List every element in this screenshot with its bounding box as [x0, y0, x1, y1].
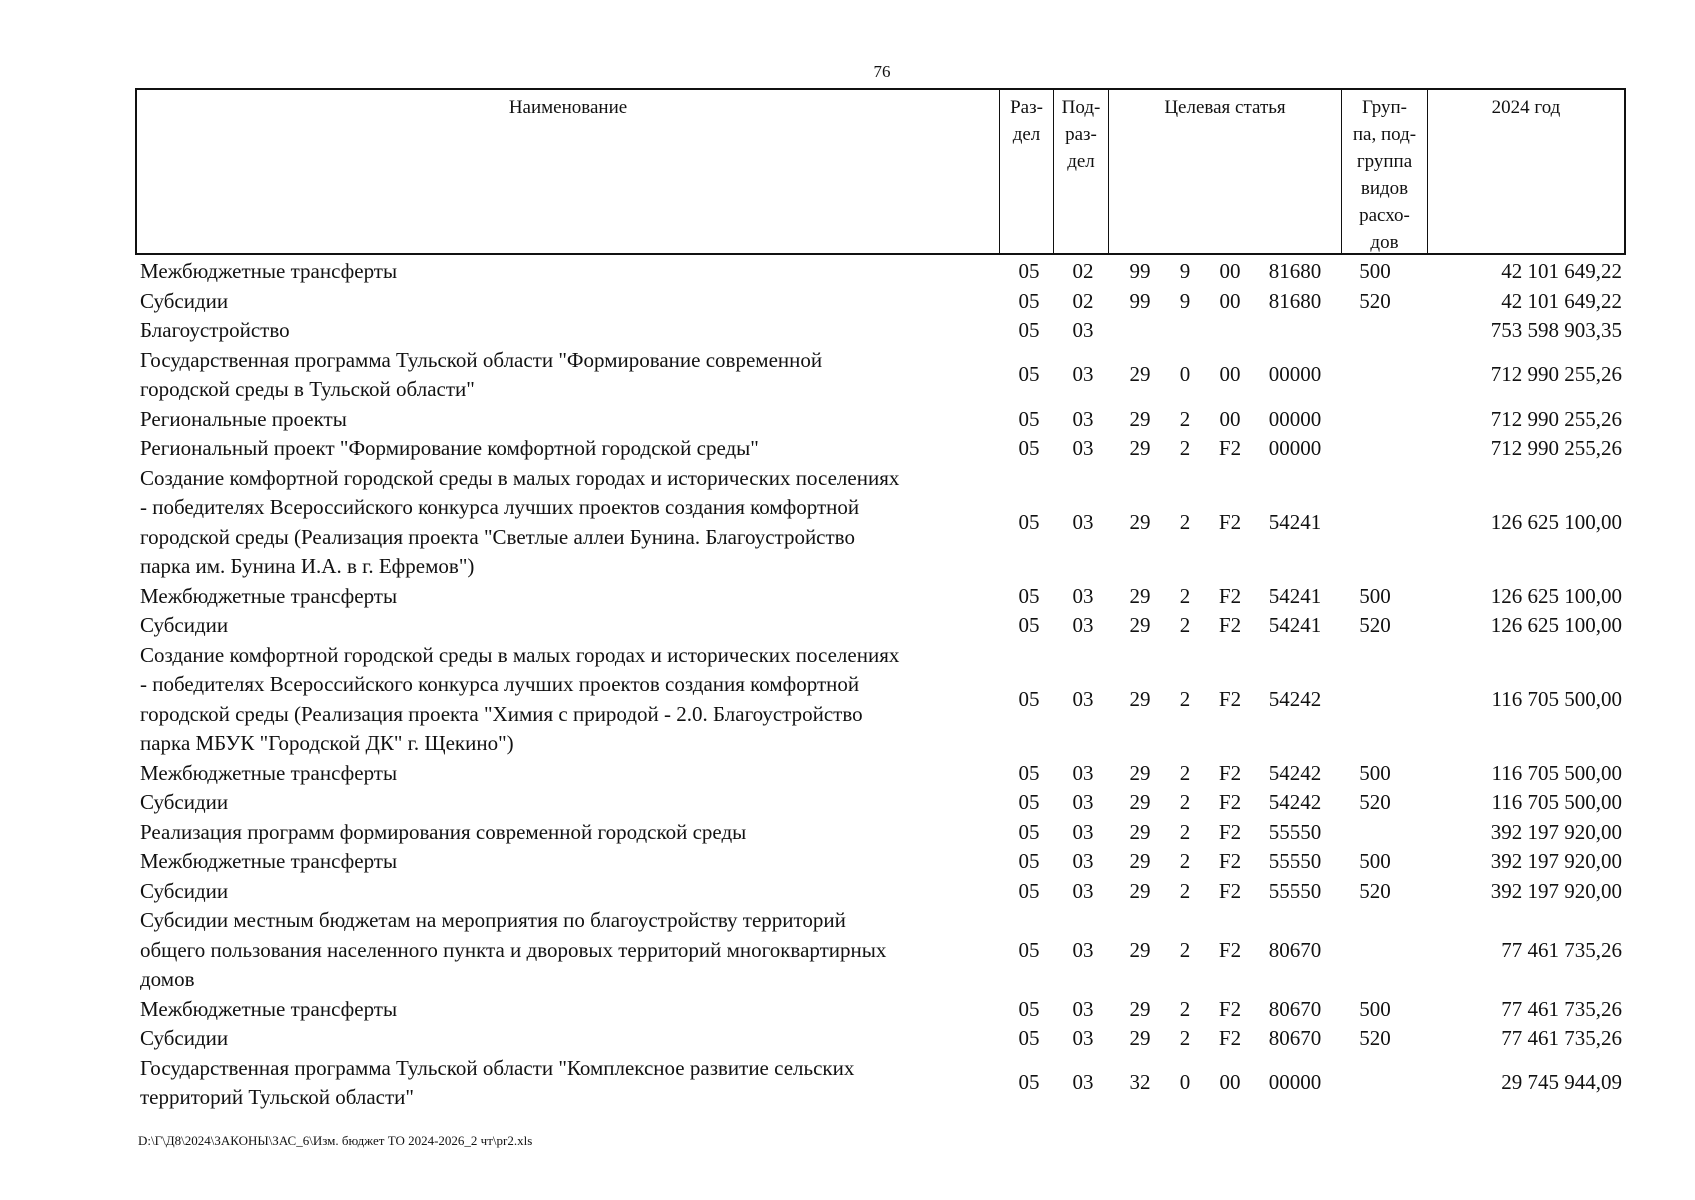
row-razdel: 05 [1018, 790, 1040, 814]
row-target-code: 81680 [1268, 259, 1322, 283]
row-target-code: 00000 [1268, 406, 1322, 431]
header-group-line: Груп- [1361, 97, 1408, 118]
row-sum: 77 461 735,26 [1501, 937, 1622, 962]
row-target-program: 29 [1129, 760, 1151, 785]
row-razdel: 05 [1018, 318, 1040, 342]
row-group: 520 [1359, 613, 1391, 637]
row-podrazdel: 03 [1072, 583, 1094, 608]
row-target-code: 54241 [1268, 613, 1322, 637]
row-target-type: 2 [1179, 509, 1191, 534]
row-name-line: Государственная программа Тульской области "Комплексное развитие сельских [140, 1055, 855, 1080]
row-name-line: Межбюджетные трансферты [140, 849, 398, 873]
header-podrazdel-line: Под- [1061, 97, 1101, 118]
row-target-type: 2 [1179, 1026, 1191, 1050]
row-name [135, 405, 996, 435]
row-name-line: Субсидии местным бюджетам на мероприятия по благоустройству территорий [140, 908, 846, 932]
row-target-program: 29 [1129, 436, 1151, 460]
row-name [135, 1024, 996, 1054]
row-target-subprogram: F2 [1218, 790, 1242, 814]
row-target-subprogram: F2 [1218, 509, 1242, 534]
row-podrazdel: 03 [1072, 878, 1094, 903]
row-target-code: 54241 [1268, 509, 1322, 534]
header-target [1109, 90, 1342, 253]
row-target-subprogram: F2 [1218, 583, 1242, 608]
row-name-line: Межбюджетные трансферты [140, 259, 398, 283]
table-body [135, 257, 1626, 1113]
row-sum: 126 625 100,00 [1490, 583, 1622, 608]
row-target-code: 81680 [1268, 288, 1322, 313]
row-target-code: 55550 [1268, 849, 1322, 873]
row-target-type: 0 [1179, 1070, 1191, 1095]
row-target-subprogram: 00 [1219, 1070, 1241, 1095]
row-name-line: Реализация программ формирования современной городской среды [140, 819, 747, 844]
row-group: 520 [1359, 288, 1391, 313]
row-target-program: 29 [1129, 849, 1151, 873]
row-razdel: 05 [1018, 937, 1040, 962]
row-target-code: 55550 [1268, 878, 1322, 903]
row-name-line: Межбюджетные трансферты [140, 583, 398, 608]
row-razdel: 05 [1018, 996, 1040, 1021]
row-sum: 42 101 649,22 [1501, 288, 1622, 313]
row-razdel: 05 [1018, 509, 1040, 534]
table-row [135, 464, 1626, 582]
header-podrazdel [1054, 90, 1109, 253]
table-row [135, 1054, 1626, 1113]
row-target-type: 2 [1179, 760, 1191, 785]
header-name [137, 90, 1000, 253]
header-group-line: видов [1360, 178, 1409, 199]
row-razdel: 05 [1018, 686, 1040, 711]
row-sum: 392 197 920,00 [1490, 849, 1622, 873]
row-target-subprogram: F2 [1218, 760, 1242, 785]
row-sum: 42 101 649,22 [1501, 259, 1622, 283]
row-target-program: 29 [1129, 878, 1151, 903]
row-name-line: Субсидии [140, 790, 229, 814]
row-podrazdel: 03 [1072, 406, 1094, 431]
row-group: 520 [1359, 790, 1391, 814]
header-year [1428, 90, 1624, 253]
row-name-line: Региональные проекты [140, 406, 347, 431]
table-header [135, 88, 1626, 255]
table-row [135, 582, 1626, 612]
row-target-code: 54242 [1268, 790, 1322, 814]
table-row [135, 287, 1626, 317]
row-sum: 126 625 100,00 [1490, 509, 1622, 534]
row-name-line: Субсидии [140, 878, 229, 903]
table-row [135, 788, 1626, 818]
row-target-program: 29 [1129, 583, 1151, 608]
row-razdel: 05 [1018, 406, 1040, 431]
row-name-line: Субсидии [140, 1026, 229, 1050]
row-name-line: Государственная программа Тульской области "Формирование современной [140, 347, 823, 372]
table-row [135, 995, 1626, 1025]
row-name [135, 995, 996, 1025]
row-target-code: 00000 [1268, 362, 1322, 387]
row-name-line: общего пользования населенного пункта и дворовых территорий многоквартирных [140, 937, 887, 962]
table-row [135, 434, 1626, 464]
row-razdel: 05 [1018, 849, 1040, 873]
row-target-code: 00000 [1268, 1070, 1322, 1095]
row-name-line: Субсидии [140, 613, 229, 637]
row-sum: 77 461 735,26 [1501, 1026, 1622, 1050]
row-razdel: 05 [1018, 878, 1040, 903]
row-name-line: Межбюджетные трансферты [140, 760, 398, 785]
row-name-line: Субсидии [140, 288, 229, 313]
row-name-line: - победителях Всероссийского конкурса лучших проектов создания комфортной [140, 495, 860, 519]
row-target-program: 99 [1129, 259, 1151, 283]
row-razdel: 05 [1018, 583, 1040, 608]
row-name [135, 346, 996, 405]
row-name [135, 464, 996, 582]
table-row [135, 405, 1626, 435]
row-group: 500 [1359, 760, 1391, 785]
row-target-program: 29 [1129, 362, 1151, 387]
row-razdel: 05 [1018, 288, 1040, 313]
header-razdel-line: дел [1012, 124, 1041, 145]
row-name-line: городской среды (Реализация проекта "Светлые аллеи Бунина. Благоустройство [140, 524, 855, 549]
row-podrazdel: 03 [1072, 362, 1094, 387]
row-target-subprogram: F2 [1218, 436, 1242, 460]
header-group [1342, 90, 1428, 253]
row-target-type: 2 [1179, 406, 1191, 431]
header-razdel-line: Раз- [1010, 97, 1043, 118]
table-row [135, 611, 1626, 641]
row-name [135, 316, 996, 346]
row-name [135, 847, 996, 877]
row-sum: 29 745 944,09 [1501, 1070, 1622, 1095]
row-sum: 712 990 255,26 [1490, 406, 1622, 431]
header-target-label: Целевая статья [1164, 97, 1286, 118]
header-group-line: па, под- [1352, 124, 1417, 145]
row-target-type: 2 [1179, 849, 1191, 873]
table-row [135, 847, 1626, 877]
row-name-line: домов [140, 967, 195, 991]
row-target-code: 80670 [1268, 1026, 1322, 1050]
row-target-program: 29 [1129, 790, 1151, 814]
row-razdel: 05 [1018, 1070, 1040, 1095]
row-target-type: 0 [1179, 362, 1191, 387]
row-name [135, 818, 996, 848]
row-name [135, 1054, 996, 1113]
row-name-line: Создание комфортной городской среды в малых городах и исторических поселениях [140, 642, 900, 667]
row-target-program: 29 [1129, 996, 1151, 1021]
row-sum: 116 705 500,00 [1491, 760, 1622, 785]
row-target-subprogram: 00 [1219, 362, 1241, 387]
row-podrazdel: 02 [1072, 288, 1094, 313]
row-podrazdel: 03 [1072, 819, 1094, 844]
row-podrazdel: 02 [1072, 259, 1094, 283]
row-name [135, 759, 996, 789]
row-target-program: 29 [1129, 406, 1151, 431]
row-name-line: Региональный проект "Формирование комфортной городской среды" [140, 436, 759, 460]
row-target-program: 29 [1129, 509, 1151, 534]
row-target-code: 54242 [1268, 760, 1322, 785]
row-podrazdel: 03 [1072, 613, 1094, 637]
row-podrazdel: 03 [1072, 318, 1094, 342]
row-target-code: 55550 [1268, 819, 1322, 844]
row-target-subprogram: F2 [1218, 613, 1242, 637]
row-target-type: 2 [1179, 686, 1191, 711]
row-target-program: 99 [1129, 288, 1151, 313]
row-target-subprogram: F2 [1218, 819, 1242, 844]
row-target-program: 29 [1129, 686, 1151, 711]
row-sum: 126 625 100,00 [1490, 613, 1622, 637]
row-target-subprogram: F2 [1218, 878, 1242, 903]
row-target-subprogram: 00 [1219, 406, 1241, 431]
row-target-type: 2 [1179, 819, 1191, 844]
row-target-type: 9 [1179, 288, 1191, 313]
row-podrazdel: 03 [1072, 760, 1094, 785]
row-razdel: 05 [1018, 613, 1040, 637]
row-podrazdel: 03 [1072, 937, 1094, 962]
row-target-program: 29 [1129, 613, 1151, 637]
header-podrazdel-line: дел [1067, 151, 1095, 172]
row-name-line: парка МБУК "Городской ДК" г. Щекино") [140, 731, 514, 755]
row-name [135, 611, 996, 641]
row-podrazdel: 03 [1072, 1026, 1094, 1050]
row-target-subprogram: F2 [1218, 937, 1242, 962]
row-name-line: Создание комфортной городской среды в малых городах и исторических поселениях [140, 465, 900, 490]
header-name-label: Наименование [508, 97, 628, 118]
row-name-line: городской среды в Тульской области" [140, 377, 475, 401]
page-number: 76 [873, 62, 891, 81]
row-target-type: 2 [1179, 790, 1191, 814]
row-name [135, 257, 996, 287]
row-target-type: 2 [1179, 937, 1191, 962]
row-sum: 712 990 255,26 [1490, 362, 1622, 387]
table-row [135, 759, 1626, 789]
row-sum: 392 197 920,00 [1490, 819, 1622, 844]
row-group: 500 [1359, 849, 1391, 873]
row-target-type: 2 [1179, 996, 1191, 1021]
row-podrazdel: 03 [1072, 790, 1094, 814]
row-name [135, 434, 996, 464]
row-sum: 392 197 920,00 [1490, 878, 1622, 903]
row-target-program: 29 [1129, 937, 1151, 962]
row-podrazdel: 03 [1072, 509, 1094, 534]
row-sum: 753 598 903,35 [1490, 318, 1622, 342]
table-row [135, 316, 1626, 346]
row-target-program: 32 [1129, 1070, 1151, 1095]
row-target-subprogram: F2 [1218, 996, 1242, 1021]
row-target-subprogram: F2 [1218, 686, 1242, 711]
row-name-line: Межбюджетные трансферты [140, 996, 398, 1021]
row-name [135, 287, 996, 317]
row-sum: 116 705 500,00 [1491, 790, 1622, 814]
row-target-code: 80670 [1268, 937, 1322, 962]
row-target-code: 80670 [1268, 996, 1322, 1021]
row-group: 500 [1359, 259, 1391, 283]
row-target-program: 29 [1129, 819, 1151, 844]
row-name [135, 582, 996, 612]
header-group-line: расхо- [1359, 205, 1410, 226]
row-group: 500 [1359, 996, 1391, 1021]
table-row [135, 641, 1626, 759]
row-razdel: 05 [1018, 819, 1040, 844]
row-group: 520 [1359, 878, 1391, 903]
row-target-type: 2 [1179, 613, 1191, 637]
row-target-type: 9 [1179, 259, 1191, 283]
row-podrazdel: 03 [1072, 1070, 1094, 1095]
table-row [135, 877, 1626, 907]
row-name [135, 877, 996, 907]
header-year-label: 2024 год [1491, 97, 1561, 118]
row-sum: 712 990 255,26 [1490, 436, 1622, 460]
row-name-line: Благоустройство [140, 318, 290, 342]
row-podrazdel: 03 [1072, 436, 1094, 460]
row-podrazdel: 03 [1072, 996, 1094, 1021]
row-name-line: городской среды (Реализация проекта "Химия с природой - 2.0. Благоустройство [140, 701, 863, 726]
row-name-line: парка им. Бунина И.А. в г. Ефремов") [140, 554, 475, 578]
row-target-subprogram: F2 [1218, 849, 1242, 873]
row-name [135, 906, 996, 995]
table-row [135, 257, 1626, 287]
row-target-type: 2 [1179, 436, 1191, 460]
row-podrazdel: 03 [1072, 686, 1094, 711]
row-name-line: - победителях Всероссийского конкурса лучших проектов создания комфортной [140, 672, 860, 696]
row-target-subprogram: F2 [1218, 1026, 1242, 1050]
row-razdel: 05 [1018, 259, 1040, 283]
row-target-type: 2 [1179, 583, 1191, 608]
row-target-program: 29 [1129, 1026, 1151, 1050]
table-row [135, 906, 1626, 995]
row-razdel: 05 [1018, 760, 1040, 785]
row-sum: 116 705 500,00 [1491, 686, 1622, 711]
header-podrazdel-line: раз- [1065, 124, 1097, 145]
row-razdel: 05 [1018, 1026, 1040, 1050]
file-path-footer: D:\Г\Д8\2024\ЗАКОНЫ\ЗАС_6\Изм. бюджет ТО 2024-2026_2 чт\pr2.xls [138, 1133, 533, 1148]
row-name [135, 788, 996, 818]
row-podrazdel: 03 [1072, 849, 1094, 873]
row-name-line: территорий Тульской области" [140, 1085, 414, 1109]
row-target-code: 00000 [1268, 436, 1322, 460]
row-target-subprogram: 00 [1219, 288, 1241, 313]
row-name [135, 641, 996, 759]
row-razdel: 05 [1018, 436, 1040, 460]
header-group-line: дов [1370, 232, 1399, 253]
row-target-code: 54241 [1268, 583, 1322, 608]
table-row [135, 818, 1626, 848]
row-group: 520 [1359, 1026, 1391, 1050]
row-group: 500 [1359, 583, 1391, 608]
header-razdel [1000, 90, 1054, 253]
row-target-subprogram: 00 [1219, 259, 1241, 283]
header-group-line: группа [1356, 151, 1413, 172]
table-row [135, 346, 1626, 405]
row-sum: 77 461 735,26 [1501, 996, 1622, 1021]
row-target-code: 54242 [1268, 686, 1322, 711]
row-target-type: 2 [1179, 878, 1191, 903]
row-razdel: 05 [1018, 362, 1040, 387]
table-row [135, 1024, 1626, 1054]
